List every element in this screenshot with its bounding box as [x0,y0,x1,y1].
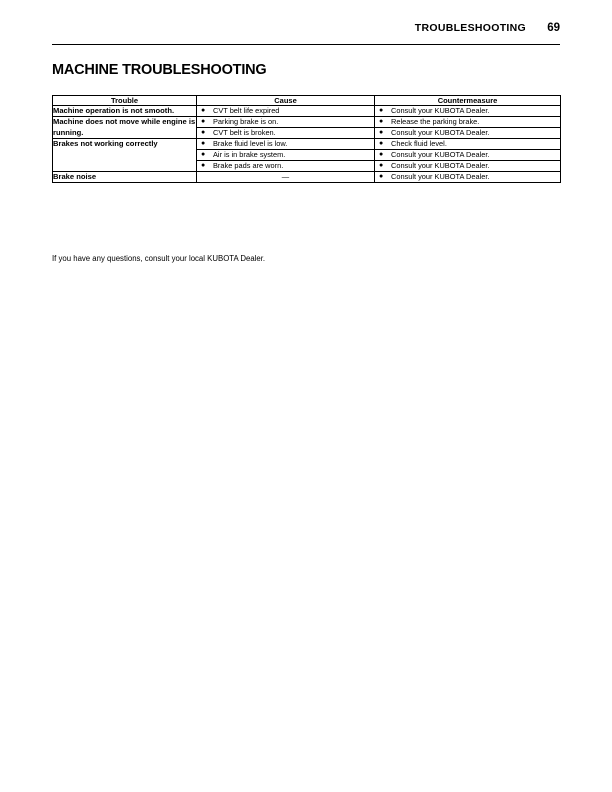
countermeasure-item [375,117,560,127]
cause-item [197,150,374,160]
troubleshooting-table [52,95,561,183]
cell-cause [197,106,375,117]
cell-countermeasure [375,106,561,117]
cell-countermeasure [375,139,561,150]
page-title: MACHINE TROUBLESHOOTING [52,62,267,78]
troubleshooting-table-wrapper [52,95,560,183]
countermeasure-item [375,106,560,116]
bullet-icon: ● [379,118,384,126]
cause-item [197,161,374,171]
cause-text: Brake fluid level is low. [213,139,288,149]
cause-text: CVT belt life expired [213,106,280,115]
countermeasure-item [375,139,560,149]
countermeasure-text: Consult your KUBOTA Dealer. [391,150,490,160]
countermeasure-text: Consult your KUBOTA Dealer. [391,106,490,115]
table-row [53,117,561,128]
bullet-icon: ● [379,162,384,170]
countermeasure-item [375,128,560,138]
cause-text: Parking brake is on. [213,117,279,127]
bullet-icon: ● [201,118,206,126]
bullet-icon: ● [201,162,206,170]
cause-item [197,139,374,149]
countermeasure-item [375,172,560,182]
cell-cause [197,139,375,150]
cell-cause [197,150,375,161]
cell-countermeasure [375,128,561,139]
bullet-icon: ● [379,140,384,148]
bullet-icon: ● [201,140,206,148]
cause-text: Air is in brake system. [213,150,286,160]
countermeasure-item [375,150,560,160]
page-header [52,22,560,34]
table-row [53,106,561,117]
countermeasure-text: Consult your KUBOTA Dealer. [391,128,490,138]
bullet-icon: ● [379,173,384,181]
cause-item [197,117,374,127]
cell-cause [197,172,375,183]
cause-text: Brake pads are worn. [213,161,284,171]
table-row [53,139,561,150]
column-header-countermeasure: Countermeasure [375,96,561,106]
countermeasure-text: Consult your KUBOTA Dealer. [391,161,490,171]
bullet-icon: ● [379,151,384,159]
cell-cause [197,161,375,172]
header-title: TROUBLESHOOTING [414,22,526,34]
cell-trouble: Machine operation is not smooth. [53,106,197,117]
countermeasure-item [375,161,560,171]
cell-countermeasure [375,117,561,128]
bullet-icon: ● [379,107,384,114]
cell-countermeasure [375,172,561,183]
bullet-icon: ● [379,129,384,137]
cell-trouble: Brakes not working correctly [53,139,197,172]
cell-trouble: Machine does not move while engine is running. [53,117,197,139]
cause-dash: — [281,172,290,182]
cause-text: CVT belt is broken. [213,128,276,138]
bullet-icon: ● [201,129,206,137]
column-header-trouble: Trouble [53,96,197,106]
cell-trouble: Brake noise [53,172,197,183]
cell-cause [197,117,375,128]
cause-item [197,106,374,116]
cell-countermeasure [375,161,561,172]
column-header-cause: Cause [197,96,375,106]
footnote-text: If you have any questions, consult your local KUBOTA Dealer. [52,254,266,263]
table-body [53,106,561,183]
table-row [53,172,561,183]
header-divider [52,44,560,45]
table-header-row [53,96,561,106]
cell-countermeasure [375,150,561,161]
countermeasure-text: Consult your KUBOTA Dealer. [391,172,490,182]
header-page-number: 69 [547,22,560,34]
countermeasure-text: Release the parking brake. [391,117,480,127]
cause-item [197,128,374,138]
bullet-icon: ● [201,107,206,114]
countermeasure-text: Check fluid level. [391,139,447,149]
bullet-icon: ● [201,151,206,159]
cell-cause [197,128,375,139]
